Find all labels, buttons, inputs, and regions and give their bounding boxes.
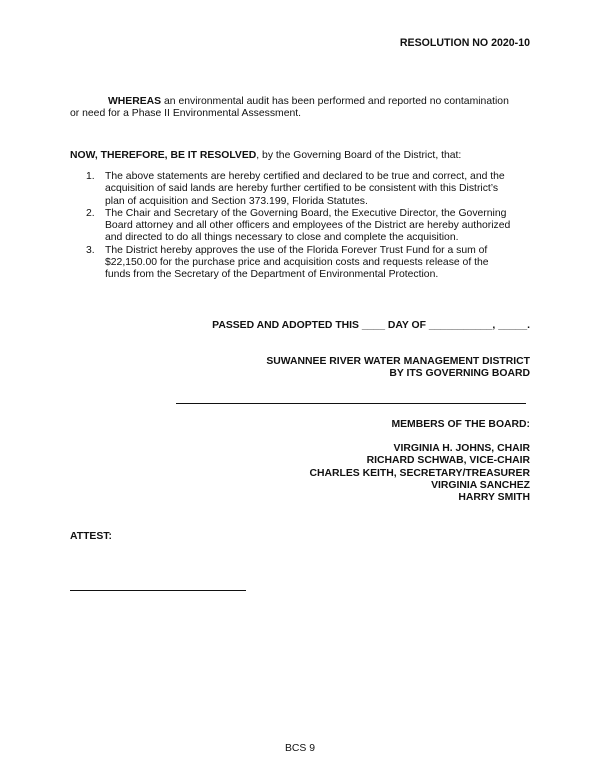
- attest-label: ATTEST:: [70, 531, 112, 542]
- item-number: 1.: [86, 171, 95, 182]
- item-line: The District hereby approves the use of the Florida Forever Trust Fund for a sum of: [105, 244, 488, 256]
- adoption-statement: PASSED AND ADOPTED THIS ____ DAY OF ___________, _____.: [212, 320, 530, 331]
- item-line: The above statements are hereby certified and declared to be true and correct, and the: [105, 171, 505, 182]
- signature-line: [176, 403, 526, 404]
- board-member: VIRGINIA H. JOHNS, CHAIR: [393, 443, 530, 454]
- resolved-text: , by the Governing Board of the District, that:: [256, 150, 462, 161]
- district-block: [266, 356, 530, 381]
- district-name: SUWANNEE RIVER WATER MANAGEMENT DISTRICT: [266, 356, 530, 367]
- members-heading: MEMBERS OF THE BOARD:: [391, 419, 530, 430]
- item-number: 3.: [86, 244, 95, 256]
- resolution-items: [86, 171, 534, 282]
- page-label: BCS 9: [284, 743, 316, 754]
- resolution-item: [86, 245, 534, 282]
- board-member: VIRGINIA SANCHEZ: [431, 479, 530, 491]
- district-board-line: BY ITS GOVERNING BOARD: [389, 368, 530, 380]
- item-line: The Chair and Secretary of the Governing Board, the Executive Director, the Governing: [105, 207, 507, 219]
- board-members-list: [309, 443, 530, 504]
- resolution-number: RESOLUTION NO 2020-10: [399, 37, 530, 49]
- whereas-text-continued: or need for a Phase II Environmental Assessment.: [70, 108, 302, 120]
- board-member: HARRY SMITH: [458, 492, 530, 504]
- item-line: acquisition of said lands are hereby further certified to be consistent with this District’s: [105, 183, 499, 195]
- whereas-text: an environmental audit has been performed and reported no contamination: [161, 96, 509, 107]
- board-member: RICHARD SCHWAB, VICE-CHAIR: [366, 455, 530, 467]
- resolution-item: [86, 208, 534, 245]
- item-line: and directed to do all things necessary to close and complete the acquisition.: [105, 232, 459, 244]
- item-line: Board attorney and all other officers and employees of the District are hereby authorized: [105, 220, 511, 232]
- item-line: funds from the Secretary of the Department of Environmental Protection.: [105, 269, 439, 281]
- resolved-lead: NOW, THEREFORE, BE IT RESOLVED: [70, 150, 257, 161]
- item-line: plan of acquisition and Section 373.199, Florida Statutes.: [105, 195, 368, 207]
- board-member: CHARLES KEITH, SECRETARY/TREASURER: [309, 467, 530, 479]
- item-number: 2.: [86, 207, 95, 219]
- whereas-paragraph: [70, 96, 540, 121]
- whereas-lead: WHEREAS: [108, 96, 162, 107]
- resolution-item: [86, 171, 534, 208]
- item-line: $22,150.00 for the purchase price and acquisition costs and requests release of the: [105, 257, 489, 269]
- resolved-paragraph: [70, 150, 540, 162]
- attest-signature-line: [70, 590, 246, 591]
